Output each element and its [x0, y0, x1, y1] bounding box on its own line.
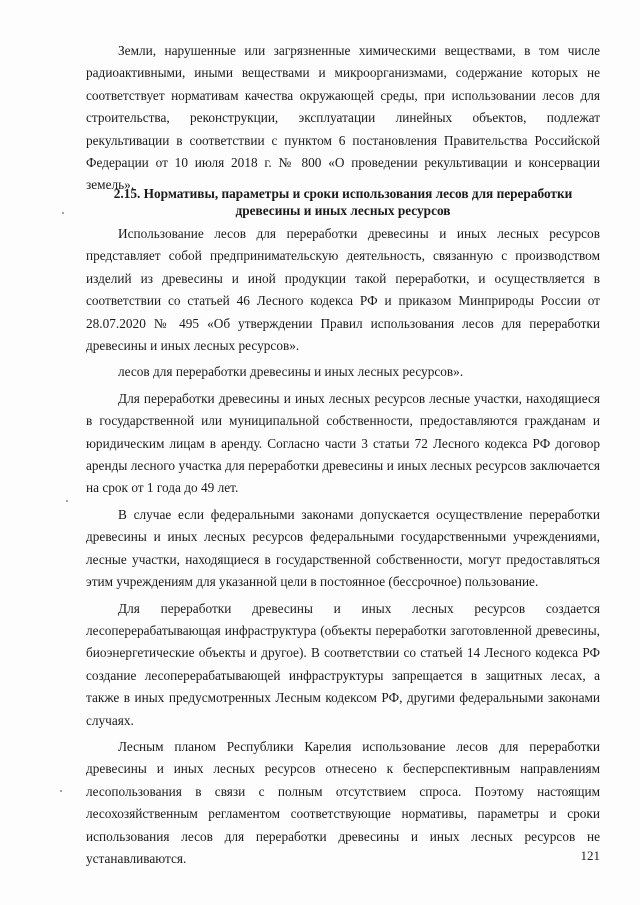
page-number: 121: [580, 848, 600, 863]
paragraph-lease: Для переработки древесины и иных лесных ресурсов лесные участки, находящиеся в государственной или муниципальной собственности, предоставляются гражданам и юридическим лицам в аренду. Согласно части 3 статьи 72 Лесного кодекса РФ договор аренды лесного участка для переработки древесины и иных лесных ресурсов заключается на срок от 1 года до 49 лет.: [86, 390, 600, 496]
scan-speck: [66, 500, 68, 502]
paragraph-duplicate-fragment: лесов для переработки древесины и иных лесных ресурсов».: [118, 364, 464, 380]
paragraph-karelia-plan: Лесным планом Республики Карелия использование лесов для переработки древесины и иных лесных ресурсов отнесено к бесперспективным направлениям лесопользования в связи с полным отсутствием спроса. Поэтому настоящим лесохозяйственным регламентом соответствующие нормативы, параметры и сроки использования лесов для переработки древесины и иных лесных ресурсов не устанавливаются.: [86, 738, 600, 866]
paragraph-federal-institutions: В случае если федеральными законами допускается осуществление переработки древесины и иных лесных ресурсов федеральными государственными учреждениями, лесные участки, находящиеся в государственной собственности, могут предоставляться этим учреждениям для указанной цели в постоянное (бессрочное) пользование.: [86, 506, 600, 590]
paragraph-infrastructure: Для переработки древесины и иных лесных ресурсов создается лесоперерабатывающая инфраструктура (объекты переработки заготовленной древесины, биоэнергетические объекты и другое). В соответствии со статьей 14 Лесного кодекса РФ создание лесоперерабатывающей инфраструктуры запрещается в защитных лесах, а также в иных предусмотренных Лесным кодексом РФ, другими федеральными законами случаях.: [86, 600, 600, 728]
scan-speck: [60, 790, 62, 792]
scan-speck: [62, 212, 64, 214]
body-text: [86, 223, 600, 870]
paragraph-usage-definition: Использование лесов для переработки древесины и иных лесных ресурсов представляет собой предпринимательскую деятельность, связанную с производством изделий из древесины и иной продукции такой переработки, и осуществляется в соответствии со статьей 46 Лесного кодекса РФ и приказом Минприроды России от 28.07.2020 № 495 «Об утверждении Правил использования лесов для переработки древесины и иных лесных ресурсов».: [86, 226, 600, 354]
section-heading: 2.15. Нормативы, параметры и сроки использования лесов для переработки древесины и иных лесных ресурсов: [113, 186, 573, 218]
paragraph-reclamation: Земли, нарушенные или загрязненные химическими веществами, в том числе радиоактивными, иными веществами и микроорганизмами, содержание которых не соответствует нормативам качества окружающей среды, при использовании лесов для строительства, реконструкции, эксплуатации линейных объектов, подлежат рекультивации в соответствии с пунктом 6 постановления Правительства Российской Федерации от 10 июля 2018 г. № 800 «О проведении рекультивации и консервации земель».: [86, 43, 600, 193]
section-heading-block: [86, 185, 600, 219]
body-text: [86, 40, 600, 197]
